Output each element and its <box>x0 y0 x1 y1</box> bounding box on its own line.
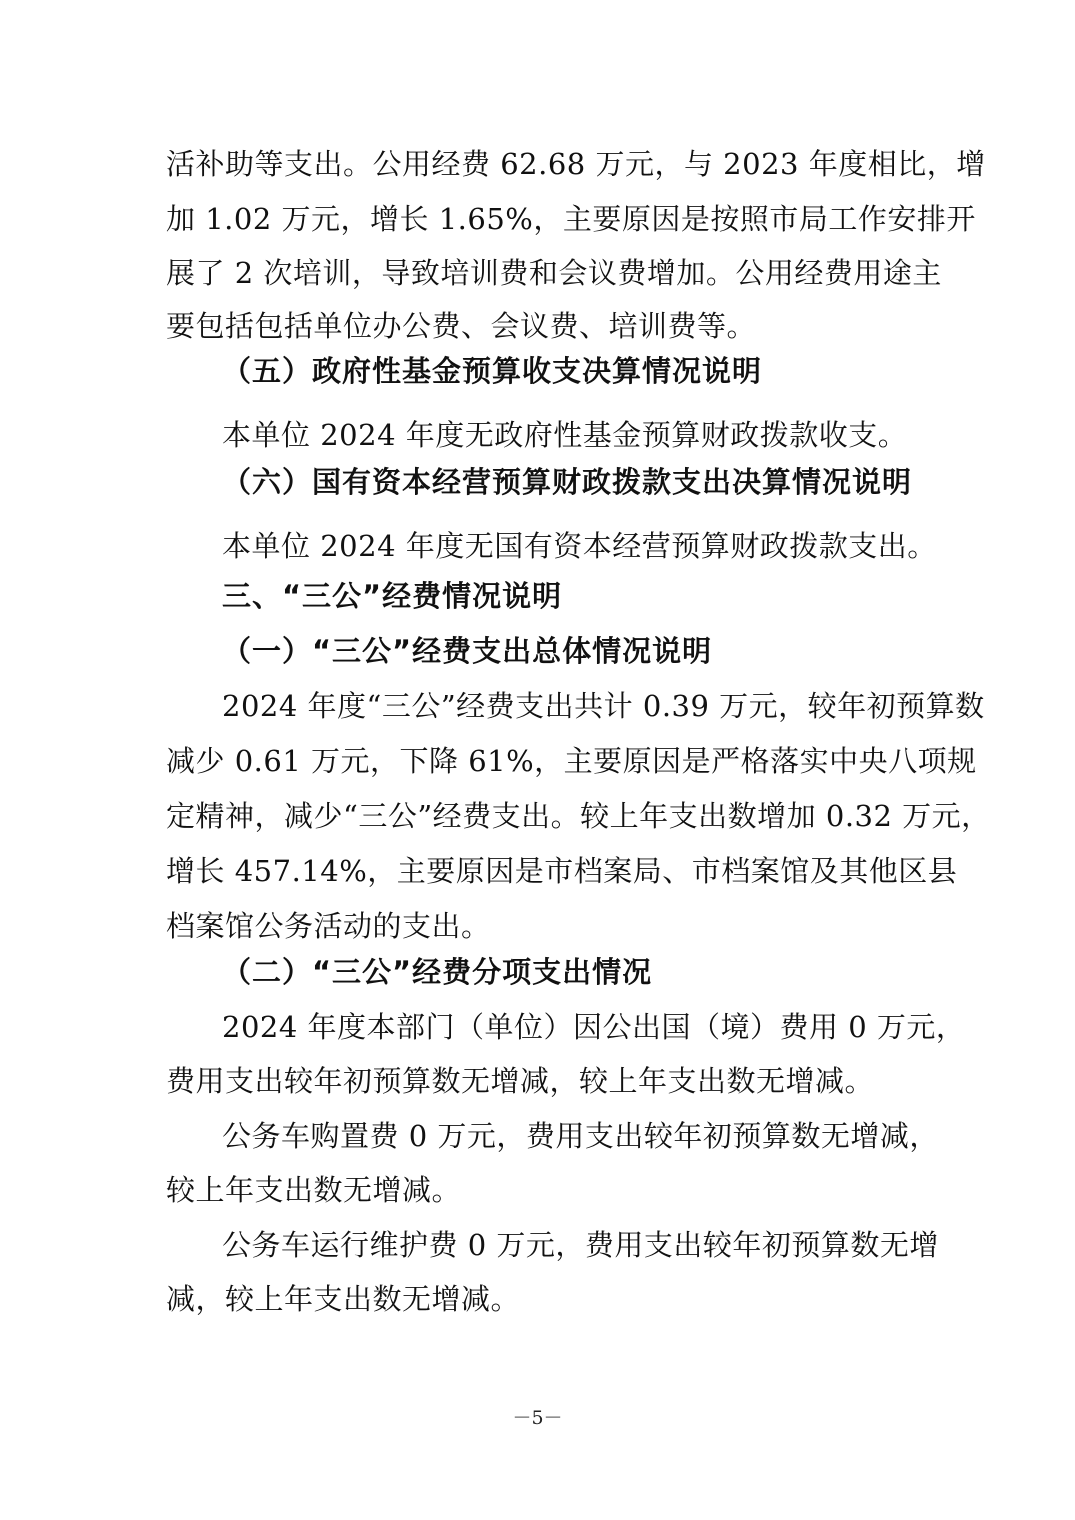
section-heading: （一）“三公”经费支出总体情况说明 <box>222 634 713 668</box>
paragraph-line: 档案馆公务活动的支出。 <box>166 909 491 943</box>
section-heading: （二）“三公”经费分项支出情况 <box>222 955 653 989</box>
section-heading: （六）国有资本经营预算财政拨款支出决算情况说明 <box>222 465 913 499</box>
paragraph-line: 增长 457.14%，主要原因是市档案局、市档案馆及其他区县 <box>166 854 958 888</box>
page-number: －5－ <box>512 1407 563 1429</box>
paragraph-line: 较上年支出数无增减。 <box>166 1173 462 1207</box>
section-heading: （五）政府性基金预算收支决算情况说明 <box>222 354 763 388</box>
paragraph-line: 活补助等支出。公用经费 62.68 万元，与 2023 年度相比，增 <box>166 147 986 181</box>
paragraph-line: 减少 0.61 万元，下降 61%，主要原因是严格落实中央八项规 <box>166 744 977 778</box>
paragraph-line: 费用支出较年初预算数无增减，较上年支出数无增减。 <box>166 1064 875 1098</box>
paragraph-line: 本单位 2024 年度无国有资本经营预算财政拨款支出。 <box>222 529 937 563</box>
paragraph-line: 要包括包括单位办公费、会议费、培训费等。 <box>166 309 757 343</box>
paragraph-line: 定精神，减少“三公”经费支出。较上年支出数增加 0.32 万元， <box>166 799 991 833</box>
paragraph-line: 本单位 2024 年度无政府性基金预算财政拨款收支。 <box>222 418 908 452</box>
section-heading: 三、“三公”经费情况说明 <box>222 579 563 613</box>
paragraph-line: 2024 年度本部门（单位）因公出国（境）费用 0 万元， <box>222 1010 966 1044</box>
paragraph-line: 减，较上年支出数无增减。 <box>166 1282 521 1316</box>
paragraph-line: 公务车运行维护费 0 万元，费用支出较年初预算数无增 <box>222 1228 939 1262</box>
paragraph-line: 加 1.02 万元，增长 1.65%，主要原因是按照市局工作安排开 <box>166 202 976 236</box>
paragraph-line: 展了 2 次培训，导致培训费和会议费增加。公用经费用途主 <box>166 256 942 290</box>
paragraph-line: 公务车购置费 0 万元，费用支出较年初预算数无增减， <box>222 1119 939 1153</box>
paragraph-line: 2024 年度“三公”经费支出共计 0.39 万元，较年初预算数 <box>222 689 985 723</box>
